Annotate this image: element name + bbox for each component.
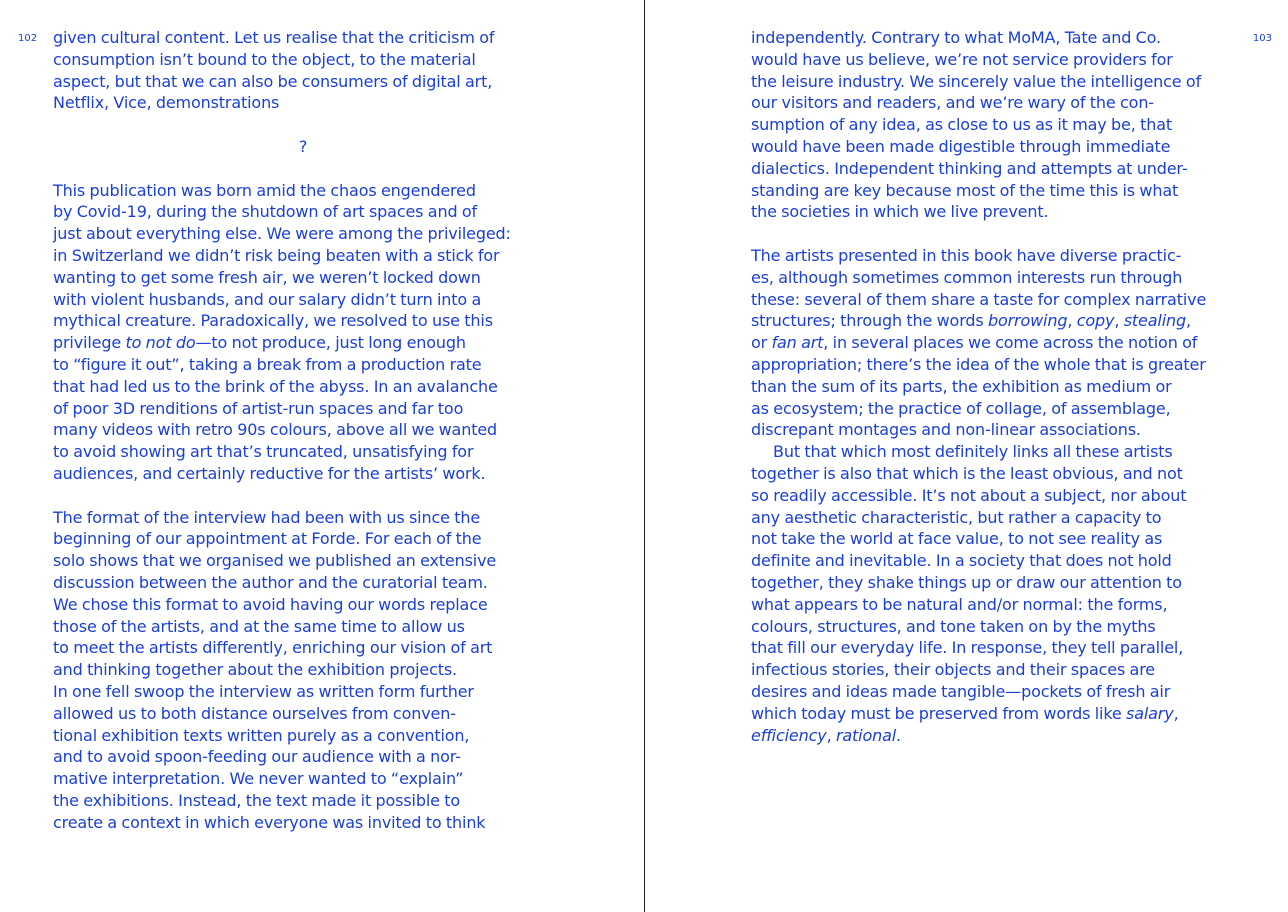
text-run: , in several places we come across the notion of — [823, 333, 1198, 353]
text-line: what appears to be natural and/or normal: the forms, — [751, 594, 1168, 614]
left-text-column — [53, 27, 553, 833]
text-line: together, they shake things up or draw our attention to — [751, 572, 1182, 592]
text-line: In one fell swoop the interview as written form further — [53, 681, 474, 701]
text-line — [751, 332, 1251, 354]
text-line: colours, structures, and tone taken on by the myths — [751, 616, 1156, 636]
text-line: discussion between the author and the curatorial team. — [53, 572, 488, 592]
right-page — [645, 0, 1288, 912]
text-line: es, although sometimes common interests run through — [751, 267, 1183, 287]
text-line: the societies in which we live prevent. — [751, 202, 1049, 222]
text-run: , — [826, 725, 836, 745]
text-line: would have been made digestible through immediate — [751, 136, 1171, 156]
text-line: appropriation; there’s the idea of the whole that is greater — [751, 354, 1206, 374]
text-line — [53, 332, 553, 354]
text-line: Netflix, Vice, demonstrations — [53, 93, 280, 113]
question-mark: ? — [298, 136, 308, 156]
italic-run: borrowing — [987, 311, 1068, 331]
text-line: these: several of them share a taste for complex narrative — [751, 289, 1207, 309]
text-line: wanting to get some fresh air, we weren’t locked down — [53, 267, 481, 287]
text-line: to “figure it out”, taking a break from a production rate — [53, 354, 482, 374]
text-run: , — [1067, 311, 1077, 331]
text-line: just about everything else. We were among the privileged: — [53, 224, 511, 244]
text-run: privilege — [53, 333, 126, 353]
text-line: dialectics. Independent thinking and attempts at under- — [751, 158, 1188, 178]
text-line: create a context in which everyone was invited to think — [53, 812, 486, 832]
text-line: infectious stories, their objects and their spaces are — [751, 660, 1155, 680]
text-line: We chose this format to avoid having our words replace — [53, 594, 488, 614]
text-line: tional exhibition texts written purely as a convention, — [53, 725, 470, 745]
text-line: with violent husbands, and our salary didn’t turn into a — [53, 289, 482, 309]
text-run: , — [1114, 311, 1124, 331]
text-line: of poor 3D renditions of artist-run spaces and far too — [53, 398, 464, 418]
text-line: sumption of any idea, as close to us as it may be, that — [751, 115, 1173, 135]
text-run: , — [1185, 311, 1191, 331]
text-line: any aesthetic characteristic, but rather a capacity to — [751, 507, 1162, 527]
text-line: as ecosystem; the practice of collage, of assemblage, — [751, 398, 1171, 418]
page-number-left: 102 — [18, 33, 38, 44]
text-run: or — [751, 333, 772, 353]
right-text-column — [751, 27, 1251, 746]
text-line: aspect, but that we can also be consumers of digital art, — [53, 71, 493, 91]
text-line: to avoid showing art that’s truncated, unsatisfying for — [53, 442, 474, 462]
text-line: than the sum of its parts, the exhibition as medium or — [751, 376, 1172, 396]
text-line: to meet the artists differently, enriching our vision of art — [53, 638, 493, 658]
text-line: allowed us to both distance ourselves from conven- — [53, 703, 456, 723]
text-line: not take the world at face value, to not see reality as — [751, 529, 1163, 549]
text-line: in Switzerland we didn’t risk being beaten with a stick for — [53, 245, 500, 265]
text-line: The artists presented in this book have diverse practic- — [751, 245, 1182, 265]
text-line — [751, 310, 1251, 332]
page-number-right: 103 — [1252, 33, 1272, 44]
italic-run: efficiency — [751, 725, 827, 745]
text-line: mative interpretation. We never wanted to “explain” — [53, 769, 464, 789]
text-line: would have us believe, we’re not service providers for — [751, 49, 1173, 69]
text-run: which today must be preserved from words like — [751, 703, 1127, 723]
text-line: desires and ideas made tangible—pockets of fresh air — [751, 681, 1171, 701]
text-line: our visitors and readers, and we’re wary of the con- — [751, 93, 1154, 113]
text-line: that had led us to the brink of the abyss. In an avalanche — [53, 376, 498, 396]
text-run: structures; through the words — [751, 311, 988, 331]
text-run: —to not produce, just long enough — [195, 333, 466, 353]
text-line: many videos with retro 90s colours, above all we wanted — [53, 420, 498, 440]
text-line: given cultural content. Let us realise that the criticism of — [53, 28, 495, 47]
text-line: those of the artists, and at the same time to allow us — [53, 616, 465, 636]
italic-run: fan art — [771, 333, 824, 353]
text-line: beginning of our appointment at Forde. For each of the — [53, 529, 482, 549]
text-line: and thinking together about the exhibition projects. — [53, 660, 457, 680]
text-run: . — [896, 725, 901, 745]
text-line — [751, 725, 1251, 747]
text-line: together is also that which is the least obvious, and not — [751, 463, 1183, 483]
italic-run: to not do — [125, 333, 196, 353]
text-line: so readily accessible. It’s not about a subject, nor about — [751, 485, 1187, 505]
text-line — [751, 703, 1251, 725]
text-line: independently. Contrary to what MoMA, Tate and Co. — [751, 28, 1161, 47]
text-line: solo shows that we organised we published an extensive — [53, 551, 497, 571]
text-run: , — [1173, 703, 1179, 723]
text-line: standing are key because most of the time this is what — [751, 180, 1179, 200]
italic-run: stealing — [1123, 311, 1186, 331]
italic-run: copy — [1076, 311, 1115, 331]
italic-run: rational — [835, 725, 897, 745]
italic-run: salary — [1126, 703, 1174, 723]
text-line: But that which most definitely links all these artists — [773, 442, 1173, 462]
text-line: This publication was born amid the chaos engendered — [53, 180, 476, 200]
text-line: definite and inevitable. In a society that does not hold — [751, 551, 1172, 571]
text-line: audiences, and certainly reductive for the artists’ work. — [53, 463, 486, 483]
text-line: mythical creature. Paradoxically, we resolved to use this — [53, 311, 493, 331]
text-line: the leisure industry. We sincerely value the intelligence of — [751, 71, 1202, 91]
text-line: the exhibitions. Instead, the text made it possible to — [53, 790, 461, 810]
text-line: discrepant montages and non-linear associations. — [751, 420, 1141, 440]
text-line: by Covid-19, during the shutdown of art spaces and of — [53, 202, 478, 222]
text-line: consumption isn’t bound to the object, to the material — [53, 49, 476, 69]
text-line: and to avoid spoon-feeding our audience with a nor- — [53, 747, 461, 767]
text-line: The format of the interview had been with us since the — [53, 507, 481, 527]
text-line: that fill our everyday life. In response, they tell parallel, — [751, 638, 1184, 658]
